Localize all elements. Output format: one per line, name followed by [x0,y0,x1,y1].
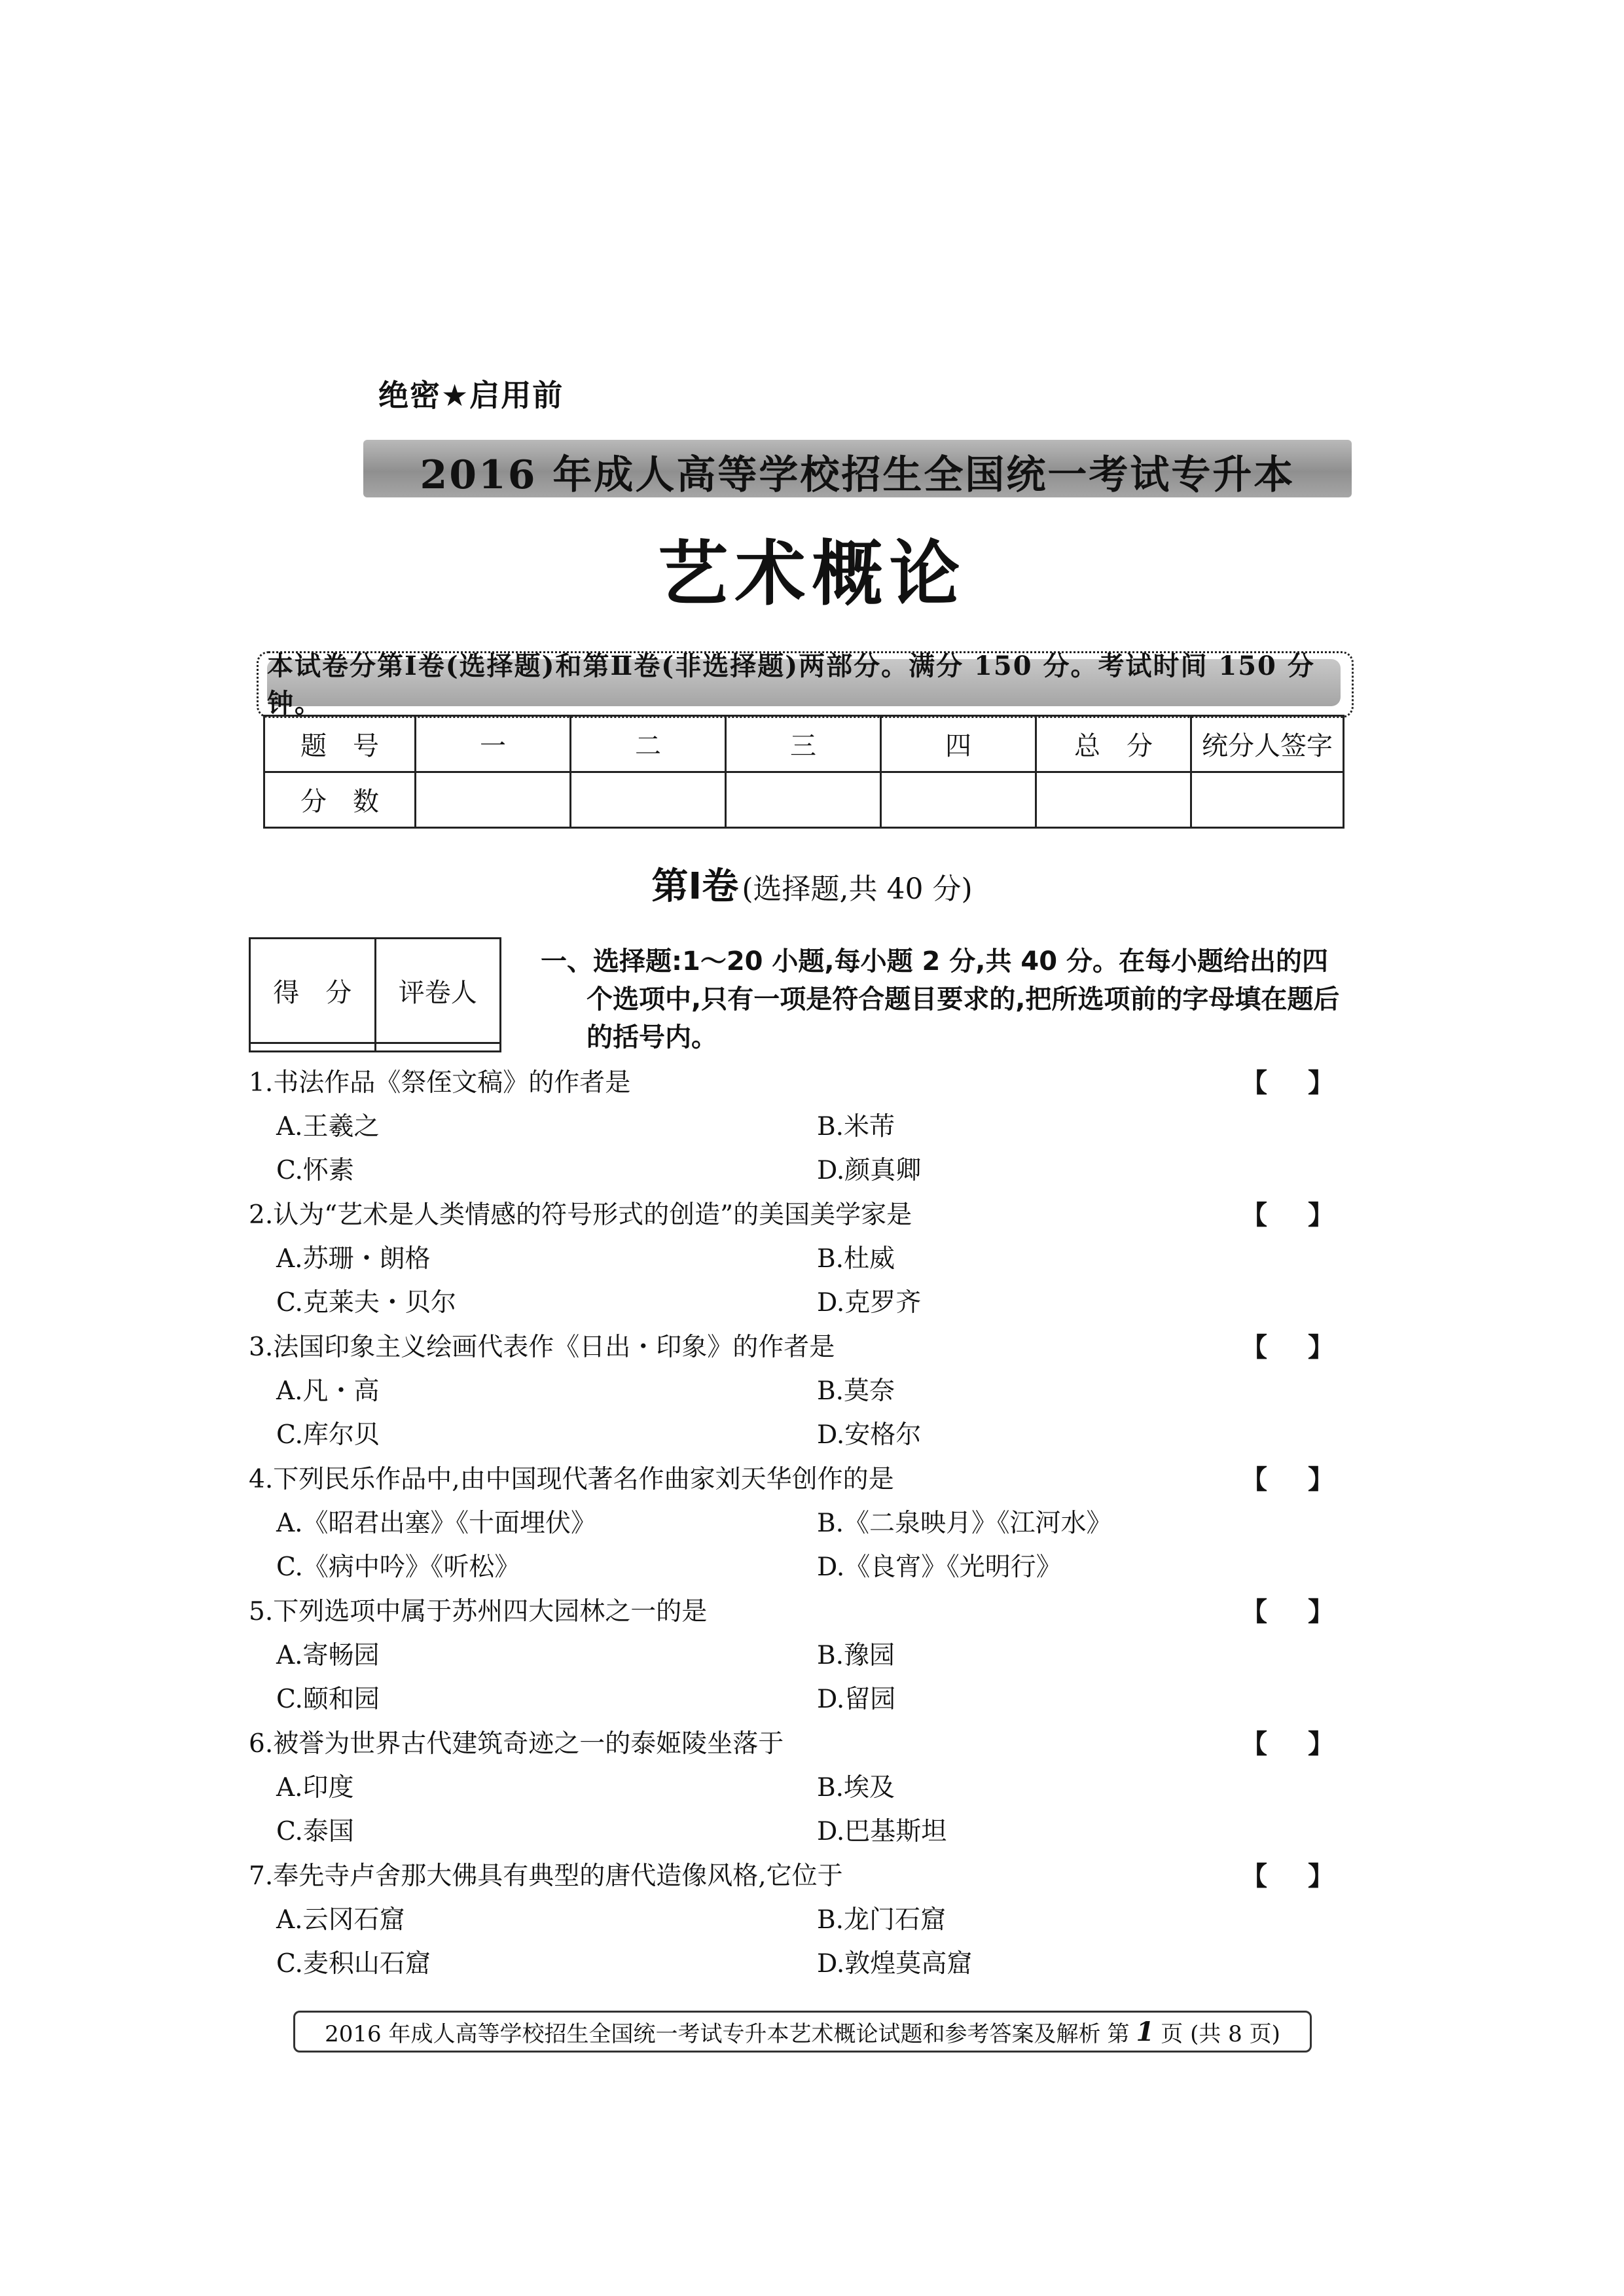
option-a[interactable]: A.寄畅园 [276,1641,380,1670]
score-cell: 四 [881,716,1036,772]
option-d[interactable]: D.留园 [817,1685,896,1714]
part-title [0,857,1624,910]
option-b[interactable]: B.埃及 [817,1773,895,1803]
question-1 [249,1066,1375,1101]
grader-score-label: 得 分 [250,939,376,1043]
option-c[interactable]: C.颐和园 [276,1685,380,1714]
secret-label: 绝密★启用前 [378,378,564,413]
answer-bracket[interactable]: 【】 [1241,1068,1375,1098]
option-a[interactable]: A.云冈石窟 [276,1905,405,1935]
score-table [263,715,1344,829]
option-c[interactable]: C.《病中吟》《听松》 [276,1552,520,1582]
question-7 [249,1859,1375,1894]
signature-cell[interactable] [1191,772,1344,828]
answer-bracket[interactable]: 【】 [1241,1200,1375,1230]
score-row-label: 分 数 [264,772,416,828]
subject-title: 艺术概论 [657,533,967,615]
option-d[interactable]: D.巴基斯坦 [817,1817,947,1846]
grader-name-label: 评卷人 [375,939,501,1043]
score-input-cell[interactable] [571,772,726,828]
option-a[interactable]: A.《昭君出塞》《十面埋伏》 [276,1509,597,1538]
footer-page-suffix: 页 (共 8 页) [1161,2020,1280,2047]
grader-table [249,937,501,1052]
score-cell: 总 分 [1036,716,1191,772]
score-table-score-row [264,772,1344,828]
score-cell: 三 [726,716,881,772]
option-d[interactable]: D.敦煌莫高窟 [817,1949,973,1979]
question-stem: 1.书法作品《祭侄文稿》的作者是 [249,1068,631,1098]
score-input-cell[interactable] [881,772,1036,828]
question-3 [249,1330,1375,1365]
option-a[interactable]: A.凡・高 [276,1376,380,1406]
footer-text: 2016 年成人高等学校招生全国统一考试专升本艺术概论试题和参考答案及解析 [325,2020,1101,2047]
score-table-header-row [264,716,1344,772]
answer-bracket[interactable]: 【】 [1241,1861,1375,1892]
option-d[interactable]: D.克罗齐 [817,1288,922,1318]
part-title-main: 第Ⅰ卷 [651,865,739,908]
question-4 [249,1462,1375,1498]
score-input-cell[interactable] [1036,772,1191,828]
question-2 [249,1198,1375,1233]
score-input-cell[interactable] [726,772,881,828]
question-stem: 3.法国印象主义绘画代表作《日出・印象》的作者是 [249,1333,835,1362]
page-footer [293,2011,1312,2053]
answer-bracket[interactable]: 【】 [1241,1597,1375,1627]
option-b[interactable]: B.《二泉映月》《江河水》 [817,1509,1112,1538]
score-cell: 统分人签字 [1191,716,1344,772]
option-b[interactable]: B.莫奈 [817,1376,895,1406]
score-cell: 二 [571,716,726,772]
option-d[interactable]: D.安格尔 [817,1420,922,1450]
footer-page-number: 1 [1136,2016,1155,2047]
score-cell: 题 号 [264,716,416,772]
option-b[interactable]: B.龙门石窟 [817,1905,947,1935]
question-stem: 4.下列民乐作品中,由中国现代著名作曲家刘天华创作的是 [249,1465,894,1494]
question-stem: 7.奉先寺卢舍那大佛具有典型的唐代造像风格,它位于 [249,1861,843,1891]
option-b[interactable]: B.米芾 [817,1112,895,1141]
answer-bracket[interactable]: 【】 [1241,1729,1375,1759]
option-c[interactable]: C.库尔贝 [276,1420,380,1450]
option-b[interactable]: B.杜威 [817,1244,895,1274]
section-instructions [541,942,1352,1056]
question-stem: 6.被誉为世界古代建筑奇迹之一的泰姬陵坐落于 [249,1729,784,1759]
option-a[interactable]: A.印度 [276,1773,354,1803]
grader-name-cell[interactable] [375,1043,501,1052]
question-6 [249,1727,1375,1762]
part-title-sub: (选择题,共 40 分) [742,872,973,906]
option-c[interactable]: C.怀素 [276,1156,354,1185]
grader-score-cell[interactable] [250,1043,376,1052]
question-stem: 5.下列选项中属于苏州四大园林之一的是 [249,1597,708,1626]
answer-bracket[interactable]: 【】 [1241,1333,1375,1363]
score-input-cell[interactable] [416,772,571,828]
section-instructions-lead: 一、选择题:1～20 小题,每小题 2 分,共 40 分。在每小题给出的四 [541,946,1329,977]
option-c[interactable]: C.泰国 [276,1817,354,1846]
answer-bracket[interactable]: 【】 [1241,1465,1375,1495]
option-c[interactable]: C.克莱夫・贝尔 [276,1288,456,1318]
option-d[interactable]: D.颜真卿 [817,1156,922,1185]
footer-page-prefix: 第 [1107,2020,1130,2047]
exam-notice: 本试卷分第Ⅰ卷(选择题)和第Ⅱ卷(非选择题)两部分。满分 150 分。考试时间 150 分钟。 [267,659,1341,706]
option-d[interactable]: D.《良宵》《光明行》 [817,1552,1062,1582]
score-cell: 一 [416,716,571,772]
option-a[interactable]: A.苏珊・朗格 [276,1244,431,1274]
option-c[interactable]: C.麦积山石窟 [276,1949,431,1979]
option-a[interactable]: A.王羲之 [276,1112,380,1141]
section-instructions-body: 个选项中,只有一项是符合题目要求的,把所选项前的字母填在题后的括号内。 [586,984,1340,1052]
question-stem: 2.认为“艺术是人类情感的符号形式的创造”的美国美学家是 [249,1200,912,1230]
question-5 [249,1594,1375,1630]
option-b[interactable]: B.豫园 [817,1641,895,1670]
exam-title: 2016 年成人高等学校招生全国统一考试专升本 [420,452,1295,498]
